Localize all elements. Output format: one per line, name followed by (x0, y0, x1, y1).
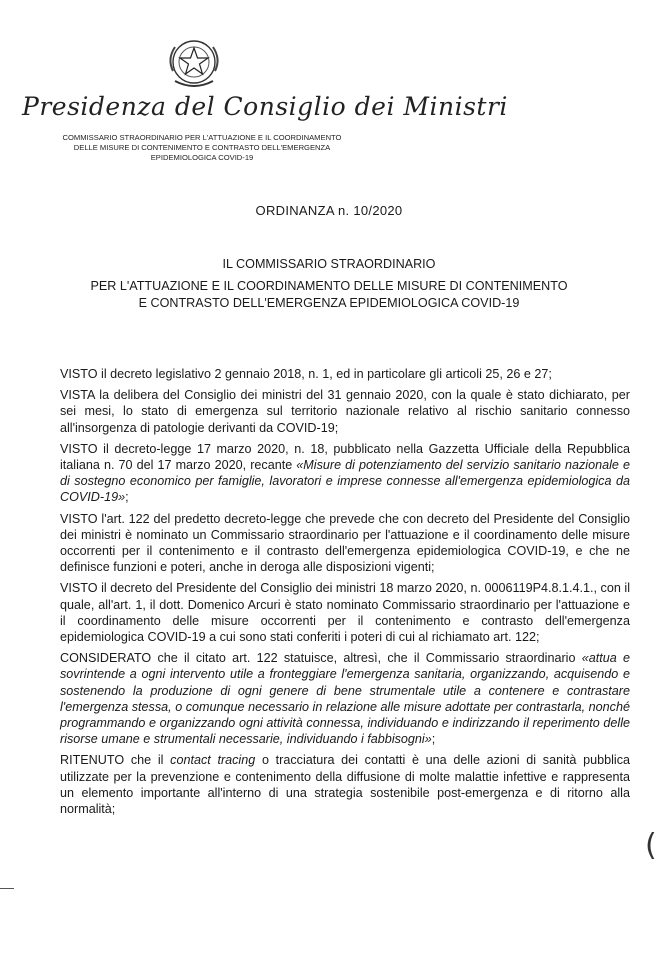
recital-lead: VISTO (60, 441, 98, 456)
recital-quote: «Misure di potenziamento del servizio sanitario nazionale e di sostegno economico per famiglie, lavoratori e imprese connesse all'emergenza epidemiologica da COVID-19» (60, 458, 630, 505)
office-subtitle (22, 133, 382, 163)
heading-line: E CONTRASTO DELL'EMERGENZA EPIDEMIOLOGICA COVID-19 (138, 296, 520, 310)
recital-paragraph (60, 511, 630, 576)
recital-paragraph (60, 650, 630, 747)
margin-divider (0, 888, 14, 889)
margin-bracket-mark: ( (645, 828, 657, 863)
recital-paragraph (60, 387, 630, 436)
recital-text: che il (124, 753, 171, 768)
recital-lead: VISTA (60, 388, 95, 403)
recital-paragraph (60, 752, 630, 817)
heading-line: PER L'ATTUAZIONE E IL COORDINAMENTO DELLE MISURE DI CONTENIMENTO (90, 279, 568, 293)
office-line: COMMISSARIO STRAORDINARIO PER L'ATTUAZIONE E IL COORDINAMENTO (62, 133, 342, 142)
recital-text: il decreto del Presidente del Consiglio dei ministri 18 marzo 2020, n. 0006119P4.8.1.4.1., con il quale, all'art. 1, il dott. Domenico Arcuri è stato nominato Commissario straordinario per l'attuazione e il coordinamento delle misure occorrenti per il contenimento e contrasto dell'emergenza epidemiologica COVID-19 a cui sono stati conferiti i poteri di cui al richiamato art. 122; (60, 581, 630, 645)
office-line: EPIDEMIOLOGICA COVID-19 (150, 153, 254, 162)
recital-term: contact tracing (170, 753, 256, 768)
recital-text: la delibera del Consiglio dei ministri del 31 gennaio 2020, con la quale è stato dichiarato, per sei mesi, lo stato di emergenza sul territorio nazionale relativo al rischio sanitario connesso all'insorgenza di patologie derivanti da COVID-19; (60, 388, 630, 435)
institution-signature: Presidenza del Consiglio dei Ministri (22, 92, 508, 121)
recital-lead: RITENUTO (60, 753, 125, 768)
recital-text: l'art. 122 del predetto decreto-legge che prevede che con decreto del Presidente del Consiglio dei ministri è nominato un Commissario straordinario per l'attuazione e il coordinamento delle misure occorrenti per il contenimento e il contrasto dell'emergenza epidemiologica COVID-19, e che ne definisce funzioni e poteri, anche in deroga alle disposizioni vigenti; (60, 511, 630, 575)
recital-lead: VISTO (60, 581, 98, 596)
recital-text: il decreto-legge 17 marzo 2020, n. 18, pubblicato nella Gazzetta Ufficiale della Repubblica italiana n. 70 del 17 marzo 2020, recante (60, 441, 630, 473)
recital-paragraph (60, 580, 630, 645)
recital-quote: «attua e sovrintende a ogni intervento utile a fronteggiare l'emergenza sanitaria, organizzando, acquisendo e sostenendo la produzione di ogni genere di bene strumentale utile a contenere e contrastare l'emergenza stessa, o comunque necessario in relazione alle misure adottate per contrastarla, nonché programmando e organizzando ogni attività connessa, individuando e indirizzando il reperimento delle risorse umane e strumentali necessarie, individuando i fabbisogni» (60, 651, 630, 747)
recital-tail: ; (125, 490, 129, 505)
document-title: ORDINANZA n. 10/2020 (255, 203, 403, 218)
recital-lead: CONSIDERATO (60, 651, 152, 666)
document-body (60, 366, 630, 822)
recital-tail: o tracciatura dei contatti è una delle azioni di sanità pubblica utilizzate per la prevenzione e contenimento della diffusione di molte malattie infettive e rappresenta un elemento importante all'interno di una strategia sostenibile post-emergenza e di ritorno alla normalità; (60, 753, 630, 817)
recital-text: il decreto legislativo 2 gennaio 2018, n. 1, ed in particolare gli articoli 25, 26 e 27; (97, 367, 552, 381)
italian-republic-emblem-icon (163, 33, 225, 95)
recital-tail: ; (431, 732, 436, 747)
recital-paragraph (60, 441, 630, 506)
recital-text: che il citato art. 122 statuisce, altresì, che il Commissario straordinario (151, 651, 582, 666)
recital-lead: VISTO (60, 511, 98, 526)
recital-lead: VISTO (60, 367, 98, 381)
office-line: DELLE MISURE DI CONTENIMENTO E CONTRASTO DELL'EMERGENZA (73, 143, 331, 152)
recital-paragraph (60, 366, 630, 382)
heading-line: IL COMMISSARIO STRAORDINARIO (222, 257, 436, 271)
